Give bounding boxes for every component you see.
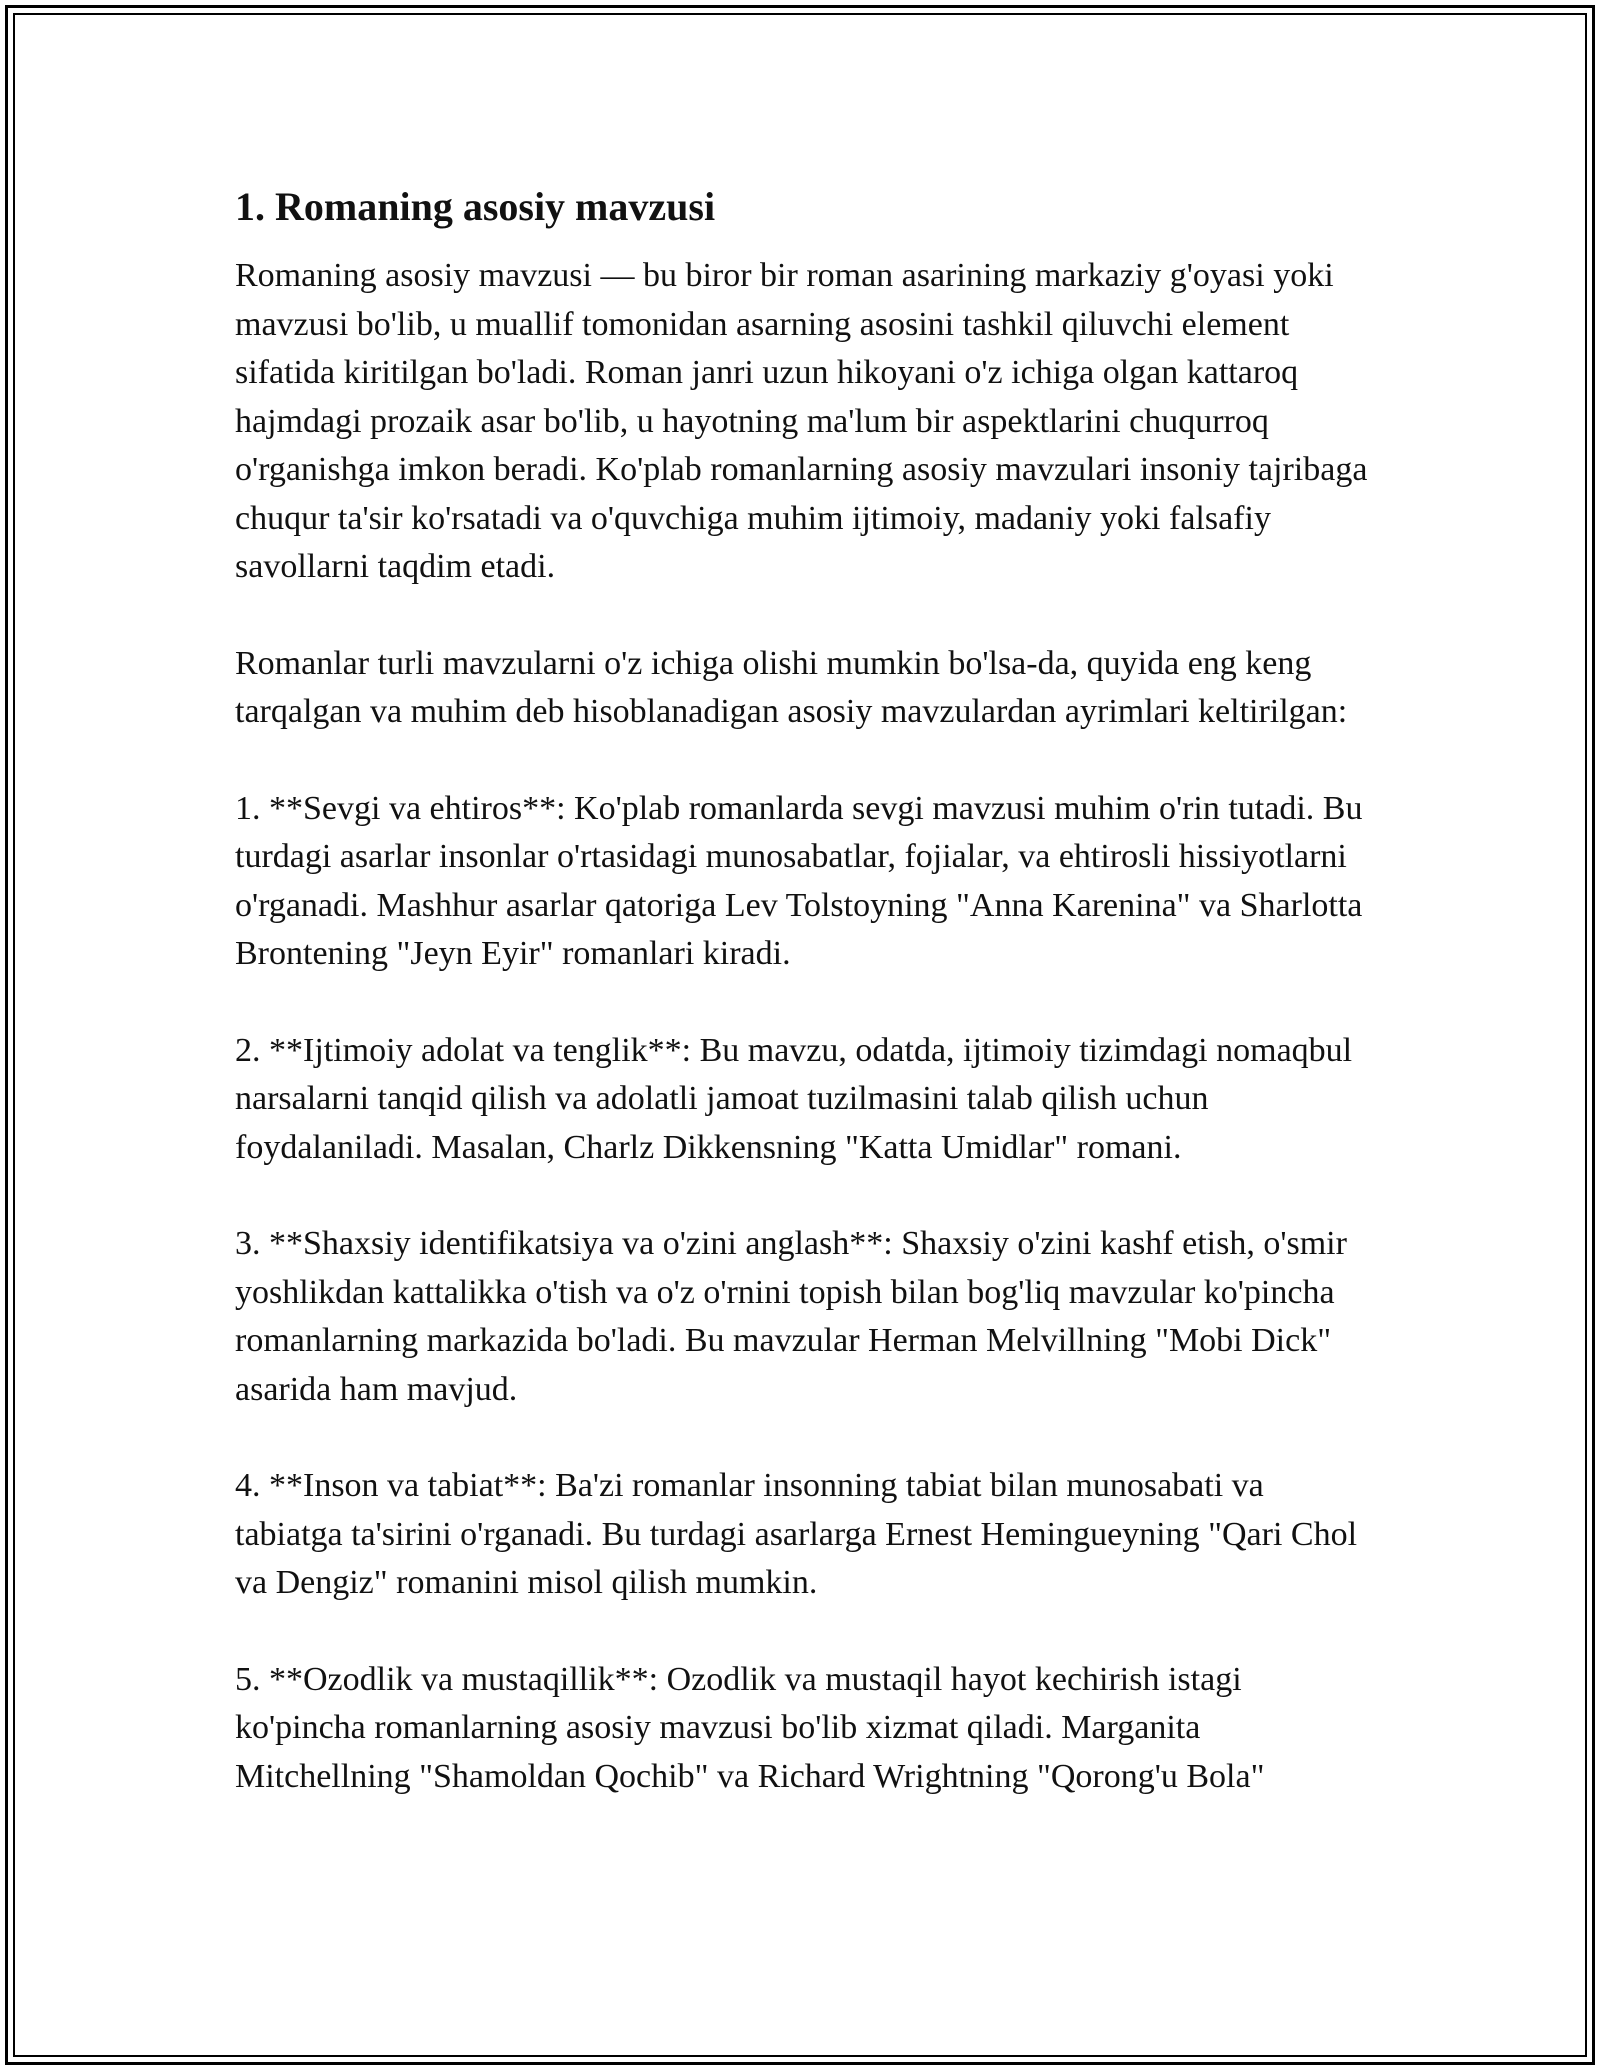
list-item-love: 1. **Sevgi va ehtiros**: Ko'plab romanlarda sevgi mavzusi muhim o'rin tutadi. Bu turdagi asarlar insonlar o'rtasidagi munosabatlar, fojialar, va ehtirosli hissiyotlarni o'rganadi. Mashhur asarlar qatoriga Lev Tolstoyning "Anna Karenina" va Sharlotta Brontening "Jeyn Eyir" romanlari kiradi. — [235, 789, 1363, 972]
document-body — [235, 182, 1375, 1801]
page-title: 1. Romaning asosiy mavzusi — [235, 184, 716, 229]
list-item-nature: 4. **Inson va tabiat**: Ba'zi romanlar insonning tabiat bilan munosabati va tabiatga ta'sirini o'rganadi. Bu turdagi asarlarga Ernest Hemingueyning "Qari Chol va Dengiz" romanini misol qilish mumkin. — [235, 1467, 1358, 1601]
list-item-social-justice: 2. **Ijtimoiy adolat va tenglik**: Bu mavzu, odatda, ijtimoiy tizimdagi nomaqbul narsalarni tanqid qilish va adolatli jamoat tuzilmasini talab qilish uchun foydalaniladi. Masalan, Charlz Dikkensning "Katta Umidlar" romani. — [235, 1031, 1353, 1166]
paragraph-intro: Romaning asosiy mavzusi — bu biror bir roman asarining markaziy g'oyasi yoki mavzusi bo'lib, u muallif tomonidan asarning asosini tashkil qiluvchi element sifatida kiritilgan bo'ladi. Roman janri uzun hikoyani o'z ichiga olgan kattaroq hajmdagi prozaik asar bo'lib, u hayotning ma'lum bir aspektlarini chuqurroq o'rganishga imkon beradi. Ko'plab romanlarning asosiy mavzulari insoniy tajribaga chuqur ta'sir ko'rsatadi va o'quvchiga muhim ijtimoiy, madaniy yoki falsafiy savollarni taqdim etadi. — [235, 257, 1368, 585]
list-item-identity: 3. **Shaxsiy identifikatsiya va o'zini anglash**: Shaxsiy o'zini kashf etish, o'smir yoshlikdan kattalikka o'tish va o'z o'rnini topish bilan bog'liq mavzular ko'pincha romanlarning markazida bo'ladi. Bu mavzular Herman Melvillning "Mobi Dick" asarida ham mavjud. — [235, 1225, 1347, 1408]
paragraph-themes-lead: Romanlar turli mavzularni o'z ichiga olishi mumkin bo'lsa-da, quyida eng keng tarqalgan va muhim deb hisoblanadigan asosiy mavzulardan ayrimlari keltirilgan: — [235, 644, 1348, 730]
list-item-freedom: 5. **Ozodlik va mustaqillik**: Ozodlik va mustaqil hayot kechirish istagi ko'pincha romanlarning asosiy mavzusi bo'lib xizmat qiladi. Marganita Mitchellning "Shamoldan Qochib" va Richard Wrightning "Qorong'u Bola" — [235, 1660, 1265, 1795]
